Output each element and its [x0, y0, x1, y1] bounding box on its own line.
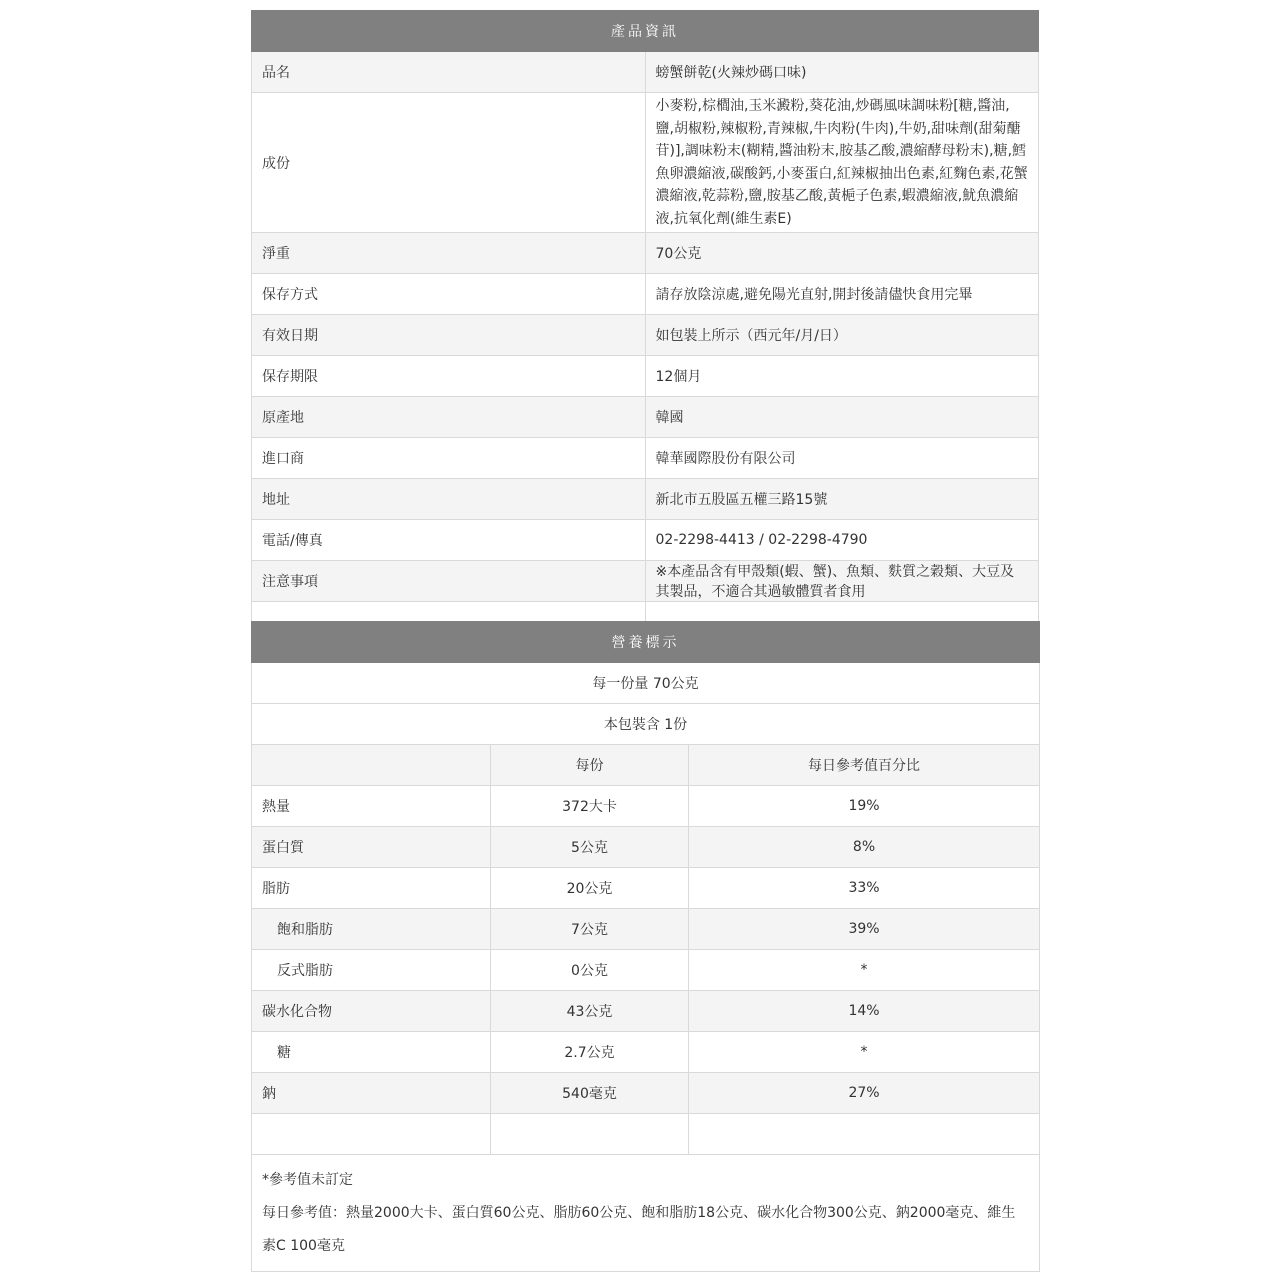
- nutrient-name: 蛋白質: [252, 827, 491, 868]
- nutrient-row-trans-fat: [252, 950, 1040, 991]
- info-value: 韓華國際股份有限公司: [645, 438, 1039, 479]
- product-info-header-row: [252, 11, 1039, 52]
- nutrient-row-fat: [252, 868, 1040, 909]
- nutrition-notes-row: [252, 1155, 1040, 1272]
- nutrient-row-saturated-fat: [252, 909, 1040, 950]
- nutrition-header-row: [252, 622, 1040, 663]
- per-serving-column-header: 每份: [491, 745, 689, 786]
- info-label: 成份: [252, 93, 646, 233]
- nutrient-per-serving: 540毫克: [491, 1073, 689, 1114]
- product-info-title: 產品資訊: [252, 11, 1039, 52]
- nutrition-table: [251, 621, 1040, 1272]
- nutrient-daily-value: 8%: [689, 827, 1040, 868]
- info-row-expiry: [252, 315, 1039, 356]
- info-label: 原產地: [252, 397, 646, 438]
- nutrient-daily-value: 19%: [689, 786, 1040, 827]
- nutrient-per-serving: 7公克: [491, 909, 689, 950]
- info-row-name: [252, 52, 1039, 93]
- info-row-address: [252, 479, 1039, 520]
- nutrient-per-serving: 20公克: [491, 868, 689, 909]
- info-row-origin: [252, 397, 1039, 438]
- nutrient-per-serving: 2.7公克: [491, 1032, 689, 1073]
- nutrient-name: 鈉: [252, 1073, 491, 1114]
- info-value: 新北市五股區五權三路15號: [645, 479, 1039, 520]
- info-label: 淨重: [252, 233, 646, 274]
- nutrient-daily-value: 27%: [689, 1073, 1040, 1114]
- serving-size-row: [252, 663, 1040, 704]
- nutrient-per-serving: 372大卡: [491, 786, 689, 827]
- note-undetermined: *參考值未訂定: [262, 1171, 353, 1188]
- nutrition-notes: [252, 1155, 1040, 1272]
- nutrient-column-header: [252, 745, 491, 786]
- nutrient-row-sugar: [252, 1032, 1040, 1073]
- nutrient-row-carbohydrate: [252, 991, 1040, 1032]
- nutrient-daily-value: 39%: [689, 909, 1040, 950]
- nutrient-daily-value: *: [689, 1032, 1040, 1073]
- nutrient-daily-value: *: [689, 950, 1040, 991]
- info-row-ingredients: [252, 93, 1039, 233]
- info-value: 小麥粉,棕櫚油,玉米澱粉,葵花油,炒碼風味調味粉[糖,醬油,鹽,胡椒粉,辣椒粉,青辣椒,牛肉粉(牛肉),牛奶,甜味劑(甜菊醣苷)],調味粉末(糊精,醬油粉末,胺基乙酸,濃縮酵母粉末),糖,鱈魚卵濃縮液,碳酸鈣,小麥蛋白,紅辣椒抽出色素,紅麴色素,花蟹濃縮液,乾蒜粉,鹽,胺基乙酸,黃梔子色素,蝦濃縮液,魷魚濃縮液,抗氧化劑(維生素E): [645, 93, 1039, 233]
- info-value: 12個月: [645, 356, 1039, 397]
- info-value: 如包裝上所示（西元年/月/日）: [645, 315, 1039, 356]
- info-row-storage: [252, 274, 1039, 315]
- nutrient-name: [252, 1114, 491, 1155]
- info-label: 保存期限: [252, 356, 646, 397]
- info-row-notice: [252, 561, 1039, 602]
- info-value: 02-2298-4413 / 02-2298-4790: [645, 520, 1039, 561]
- info-label: 品名: [252, 52, 646, 93]
- nutrient-row-sodium: [252, 1073, 1040, 1114]
- nutrient-name: 脂肪: [252, 868, 491, 909]
- daily-value-column-header: 每日參考值百分比: [689, 745, 1040, 786]
- nutrient-name: 碳水化合物: [252, 991, 491, 1032]
- nutrient-daily-value: 33%: [689, 868, 1040, 909]
- info-value: 韓國: [645, 397, 1039, 438]
- nutrient-name: 飽和脂肪: [252, 909, 491, 950]
- nutrient-row-calories: [252, 786, 1040, 827]
- nutrient-name: 糖: [252, 1032, 491, 1073]
- product-info-table: [251, 10, 1039, 643]
- info-value: 請存放陰涼處,避免陽光直射,開封後請儘快食用完畢: [645, 274, 1039, 315]
- info-label: 保存方式: [252, 274, 646, 315]
- nutrition-title: 營養標示: [252, 622, 1040, 663]
- info-value: 螃蟹餅乾(火辣炒碼口味): [645, 52, 1039, 93]
- nutrition-column-header-row: [252, 745, 1040, 786]
- nutrient-per-serving: [491, 1114, 689, 1155]
- nutrient-row-protein: [252, 827, 1040, 868]
- info-label: 注意事項: [252, 561, 646, 602]
- nutrient-per-serving: 43公克: [491, 991, 689, 1032]
- info-label: 電話/傳真: [252, 520, 646, 561]
- info-label: 地址: [252, 479, 646, 520]
- nutrient-per-serving: 5公克: [491, 827, 689, 868]
- servings-per-package-row: [252, 704, 1040, 745]
- info-row-phone-fax: [252, 520, 1039, 561]
- nutrient-name: 熱量: [252, 786, 491, 827]
- serving-size: 每一份量 70公克: [252, 663, 1040, 704]
- nutrient-name: 反式脂肪: [252, 950, 491, 991]
- note-daily-reference: 每日參考值：熱量2000大卡、蛋白質60公克、脂肪60公克、飽和脂肪18公克、碳水化合物300公克、鈉2000毫克、維生素C 100毫克: [262, 1204, 1016, 1254]
- nutrient-per-serving: 0公克: [491, 950, 689, 991]
- info-row-importer: [252, 438, 1039, 479]
- info-value: 70公克: [645, 233, 1039, 274]
- info-row-net-weight: [252, 233, 1039, 274]
- nutrient-daily-value: [689, 1114, 1040, 1155]
- nutrient-daily-value: 14%: [689, 991, 1040, 1032]
- nutrient-row-empty: [252, 1114, 1040, 1155]
- info-value: ※本產品含有甲殼類(蝦、蟹)、魚類、麩質之穀類、大豆及其製品，不適合其過敏體質者食用: [645, 561, 1039, 602]
- info-label: 有效日期: [252, 315, 646, 356]
- info-row-shelf-life: [252, 356, 1039, 397]
- servings-per-package: 本包裝含 1份: [252, 704, 1040, 745]
- info-label: 進口商: [252, 438, 646, 479]
